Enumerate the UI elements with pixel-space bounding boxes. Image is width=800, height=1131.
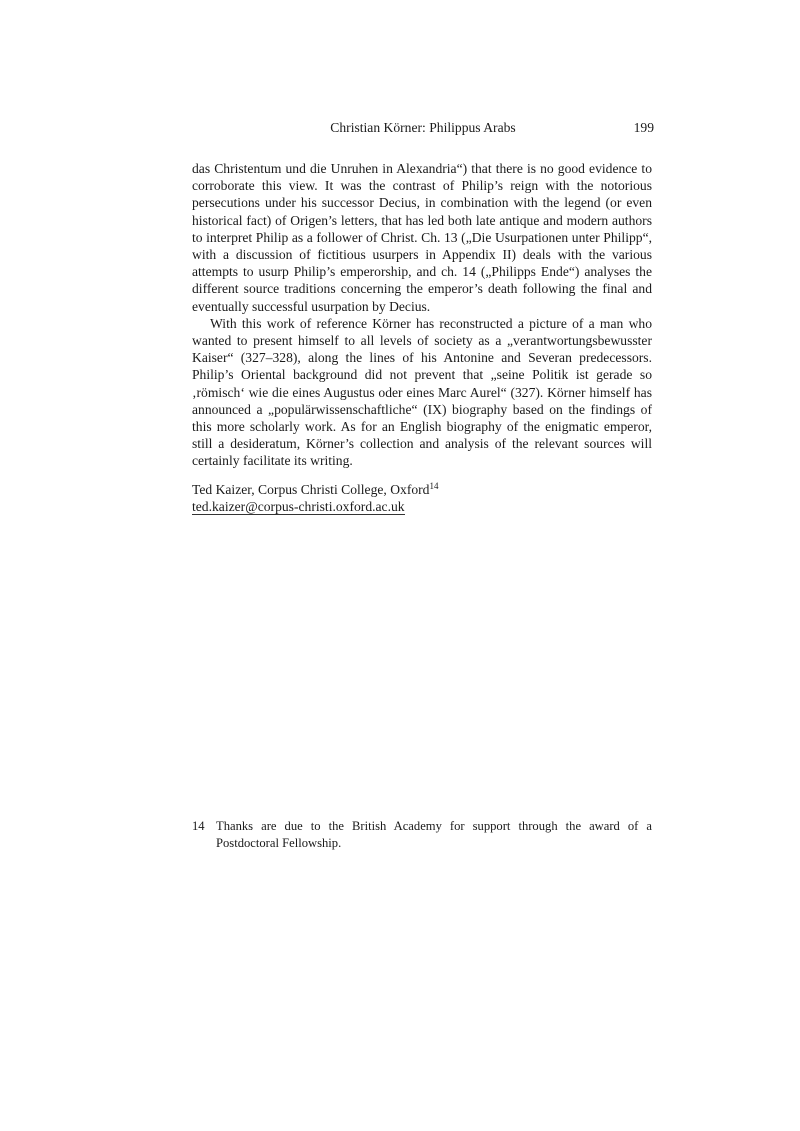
paragraph-2: With this work of reference Körner has reconstructed a picture of a man who wanted to present himself to all levels of society as a „verantwortungsbewusster Kaiser“ (327–328), along the lines of his Antonine and Severan predecessors. Philip’s Oriental background did not prevent that „seine Politik ist gerade so ‚römisch‘ wie die eines Augustus oder eines Marc Aurel“ (327). Körner himself has announced a „populärwissenschaftliche“ (IX) biography based on the findings of this more scholarly work. As for an English biography of the enigmatic emperor, still a desideratum, Körner’s collection and analysis of the relevant sources will certainly facilitate its writing.: [192, 315, 652, 469]
body-text: [192, 160, 652, 470]
running-title: Christian Körner: Philippus Arabs: [330, 120, 516, 135]
footnote-text: Thanks are due to the British Academy for support through the award of a Postdoctoral Fellowship.: [216, 819, 652, 850]
page-header: [192, 119, 654, 137]
footnote-number: 14: [192, 819, 205, 833]
footnote: [192, 818, 652, 851]
author-signature: [192, 481, 652, 515]
author-line: [192, 481, 652, 498]
page-number: 199: [633, 120, 654, 135]
footnote-ref[interactable]: 14: [429, 481, 439, 491]
paragraph-1: das Christentum und die Unruhen in Alexandria“) that there is no good evidence to corroborate this view. It was the contrast of Philip’s reign with the notorious persecutions under his successor Decius, in combination with the legend (or even historical fact) of Origen’s letters, that has led both late antique and modern authors to interpret Philip as a follower of Christ. Ch. 13 („Die Usurpationen unter Philipp“, with a discussion of fictitious usurpers in Appendix II) deals with the various attempts to usurp Philip’s emperorship, and ch. 14 („Philipps Ende“) analyses the different source traditions concerning the emperor’s death following the final and eventually successful usurpation by Decius.: [192, 161, 652, 314]
author-affiliation: Ted Kaizer, Corpus Christi College, Oxford: [192, 482, 430, 497]
author-email-link[interactable]: ted.kaizer@corpus-christi.oxford.ac.uk: [192, 499, 405, 515]
